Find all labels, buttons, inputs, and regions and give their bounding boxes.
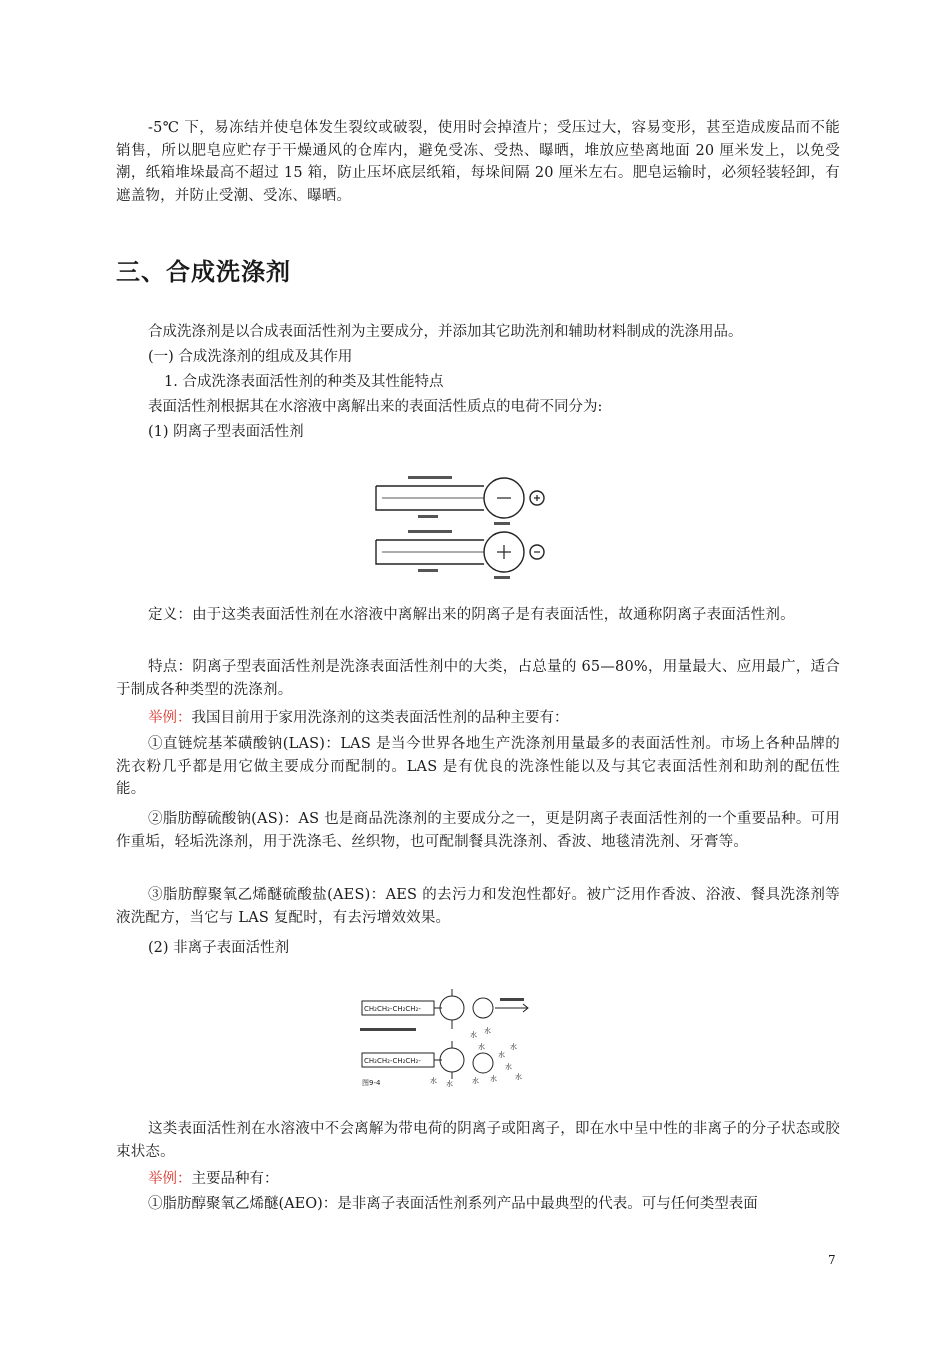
page-number: 7 bbox=[828, 1253, 836, 1267]
paragraph-aeo: ①脂肪醇聚氧乙烯醚(AEO)：是非离子表面活性剂系列产品中最典型的代表。可与任何类型表面 bbox=[148, 1196, 758, 1212]
water-mark: 水 bbox=[470, 1031, 477, 1039]
anionic-heading: (1) 阴离子型表面活性剂 bbox=[148, 424, 304, 440]
water-mark: 水 bbox=[505, 1063, 512, 1071]
paragraph-soap-storage: -5℃ 下，易冻结并使皂体发生裂纹或破裂，使用时会掉渣片；受压过大，容易变形，甚至造成废品而不能销售，所以肥皂应贮存于干燥通风的仓库内，避免受冻、受热、曝晒，堆放应垫离地面 20 厘米发上，以免受潮，纸箱堆垛最高不超过 15 箱，防止压坏底层纸箱，每垛间隔 20 厘米左右。肥皂运输时，必须轻装轻卸，有遮盖物，并防止受潮、受冻、曝晒。 bbox=[116, 120, 840, 204]
paragraph-anionic-definition: 定义：由于这类表面活性剂在水溶液中离解出来的阴离子是有表面活性，故通称阴离子表面活性剂。 bbox=[148, 607, 795, 623]
water-mark: 水 bbox=[484, 1027, 491, 1035]
paragraph-as: ②脂肪醇硫酸钠(AS)：AS 也是商品洗涤剂的主要成分之一，更是阴离子表面活性剂的一个重要品种。可用作重垢，轻垢洗涤剂，用于洗涤毛、丝织物，也可配制餐具洗涤剂、香波、地毯清洗剂、牙膏等。 bbox=[116, 811, 840, 850]
water-mark: 水 bbox=[490, 1075, 497, 1083]
paragraph-aes: ③脂肪醇聚氧乙烯醚硫酸盐(AES)：AES 的去污力和发泡性都好。被广泛用作香波、浴液、餐具洗涤剂等液洗配方，当它与 LAS 复配时，有去污增效效果。 bbox=[116, 887, 840, 926]
example-line-2 bbox=[148, 1168, 279, 1190]
example-label: 举例： bbox=[148, 710, 192, 726]
water-mark: 水 bbox=[498, 1051, 505, 1059]
water-mark: 水 bbox=[510, 1043, 517, 1051]
chain-label-bottom: CH₂CH₂-CH₂CH₂- bbox=[364, 1057, 421, 1065]
water-mark: 水 bbox=[472, 1077, 479, 1085]
example-line-1 bbox=[148, 707, 569, 729]
chain-label-top: CH₂CH₂-CH₂CH₂- bbox=[364, 1005, 421, 1013]
water-mark: 水 bbox=[430, 1077, 437, 1085]
figure-caption: 图9-4 bbox=[362, 1079, 381, 1087]
definition-line: 合成洗涤剂是以合成表面活性剂为主要成分，并添加其它助洗剂和辅助材料制成的洗涤用品。 bbox=[148, 324, 743, 340]
water-mark: 水 bbox=[446, 1080, 453, 1088]
example-label: 举例： bbox=[148, 1171, 192, 1187]
paragraph-anionic-features: 特点：阴离子型表面活性剂是洗涤表面活性剂中的大类，占总量的 65—80%，用量最大、应用最广，适合于制成各种类型的洗涤剂。 bbox=[116, 659, 840, 698]
water-mark: 水 bbox=[478, 1043, 485, 1051]
classification-line: 表面活性剂根据其在水溶液中离解出来的表面活性质点的电荷不同分为: bbox=[148, 399, 603, 415]
figure-ionic-schematic bbox=[366, 470, 556, 582]
section-title: 三、合成洗涤剂 bbox=[116, 258, 291, 286]
figure-nonionic-schematic bbox=[360, 983, 540, 1088]
example-text: 主要品种有： bbox=[191, 1171, 279, 1187]
example-text: 我国目前用于家用洗涤剂的这类表面活性剂的品种主要有： bbox=[191, 710, 569, 726]
paragraph-nonionic: 这类表面活性剂在水溶液中不会离解为带电荷的阴离子或阳离子，即在水中呈中性的非离子的分子状态或胶束状态。 bbox=[116, 1121, 840, 1160]
subsection-heading: (一) 合成洗涤剂的组成及其作用 bbox=[148, 349, 353, 365]
nonionic-heading: (2) 非离子表面活性剂 bbox=[148, 940, 290, 956]
paragraph-las: ①直链烷基苯磺酸钠(LAS)：LAS 是当今世界各地生产洗涤剂用量最多的表面活性剂。市场上各种品牌的洗衣粉几乎都是用它做主要成分而配制的。LAS 是有优良的洗涤性能以及与其它表面活性剂和助剂的配伍性能。 bbox=[116, 736, 840, 797]
water-mark: 水 bbox=[515, 1073, 522, 1081]
subsection-item-1: 1. 合成洗涤表面活性剂的种类及其性能特点 bbox=[164, 374, 444, 390]
